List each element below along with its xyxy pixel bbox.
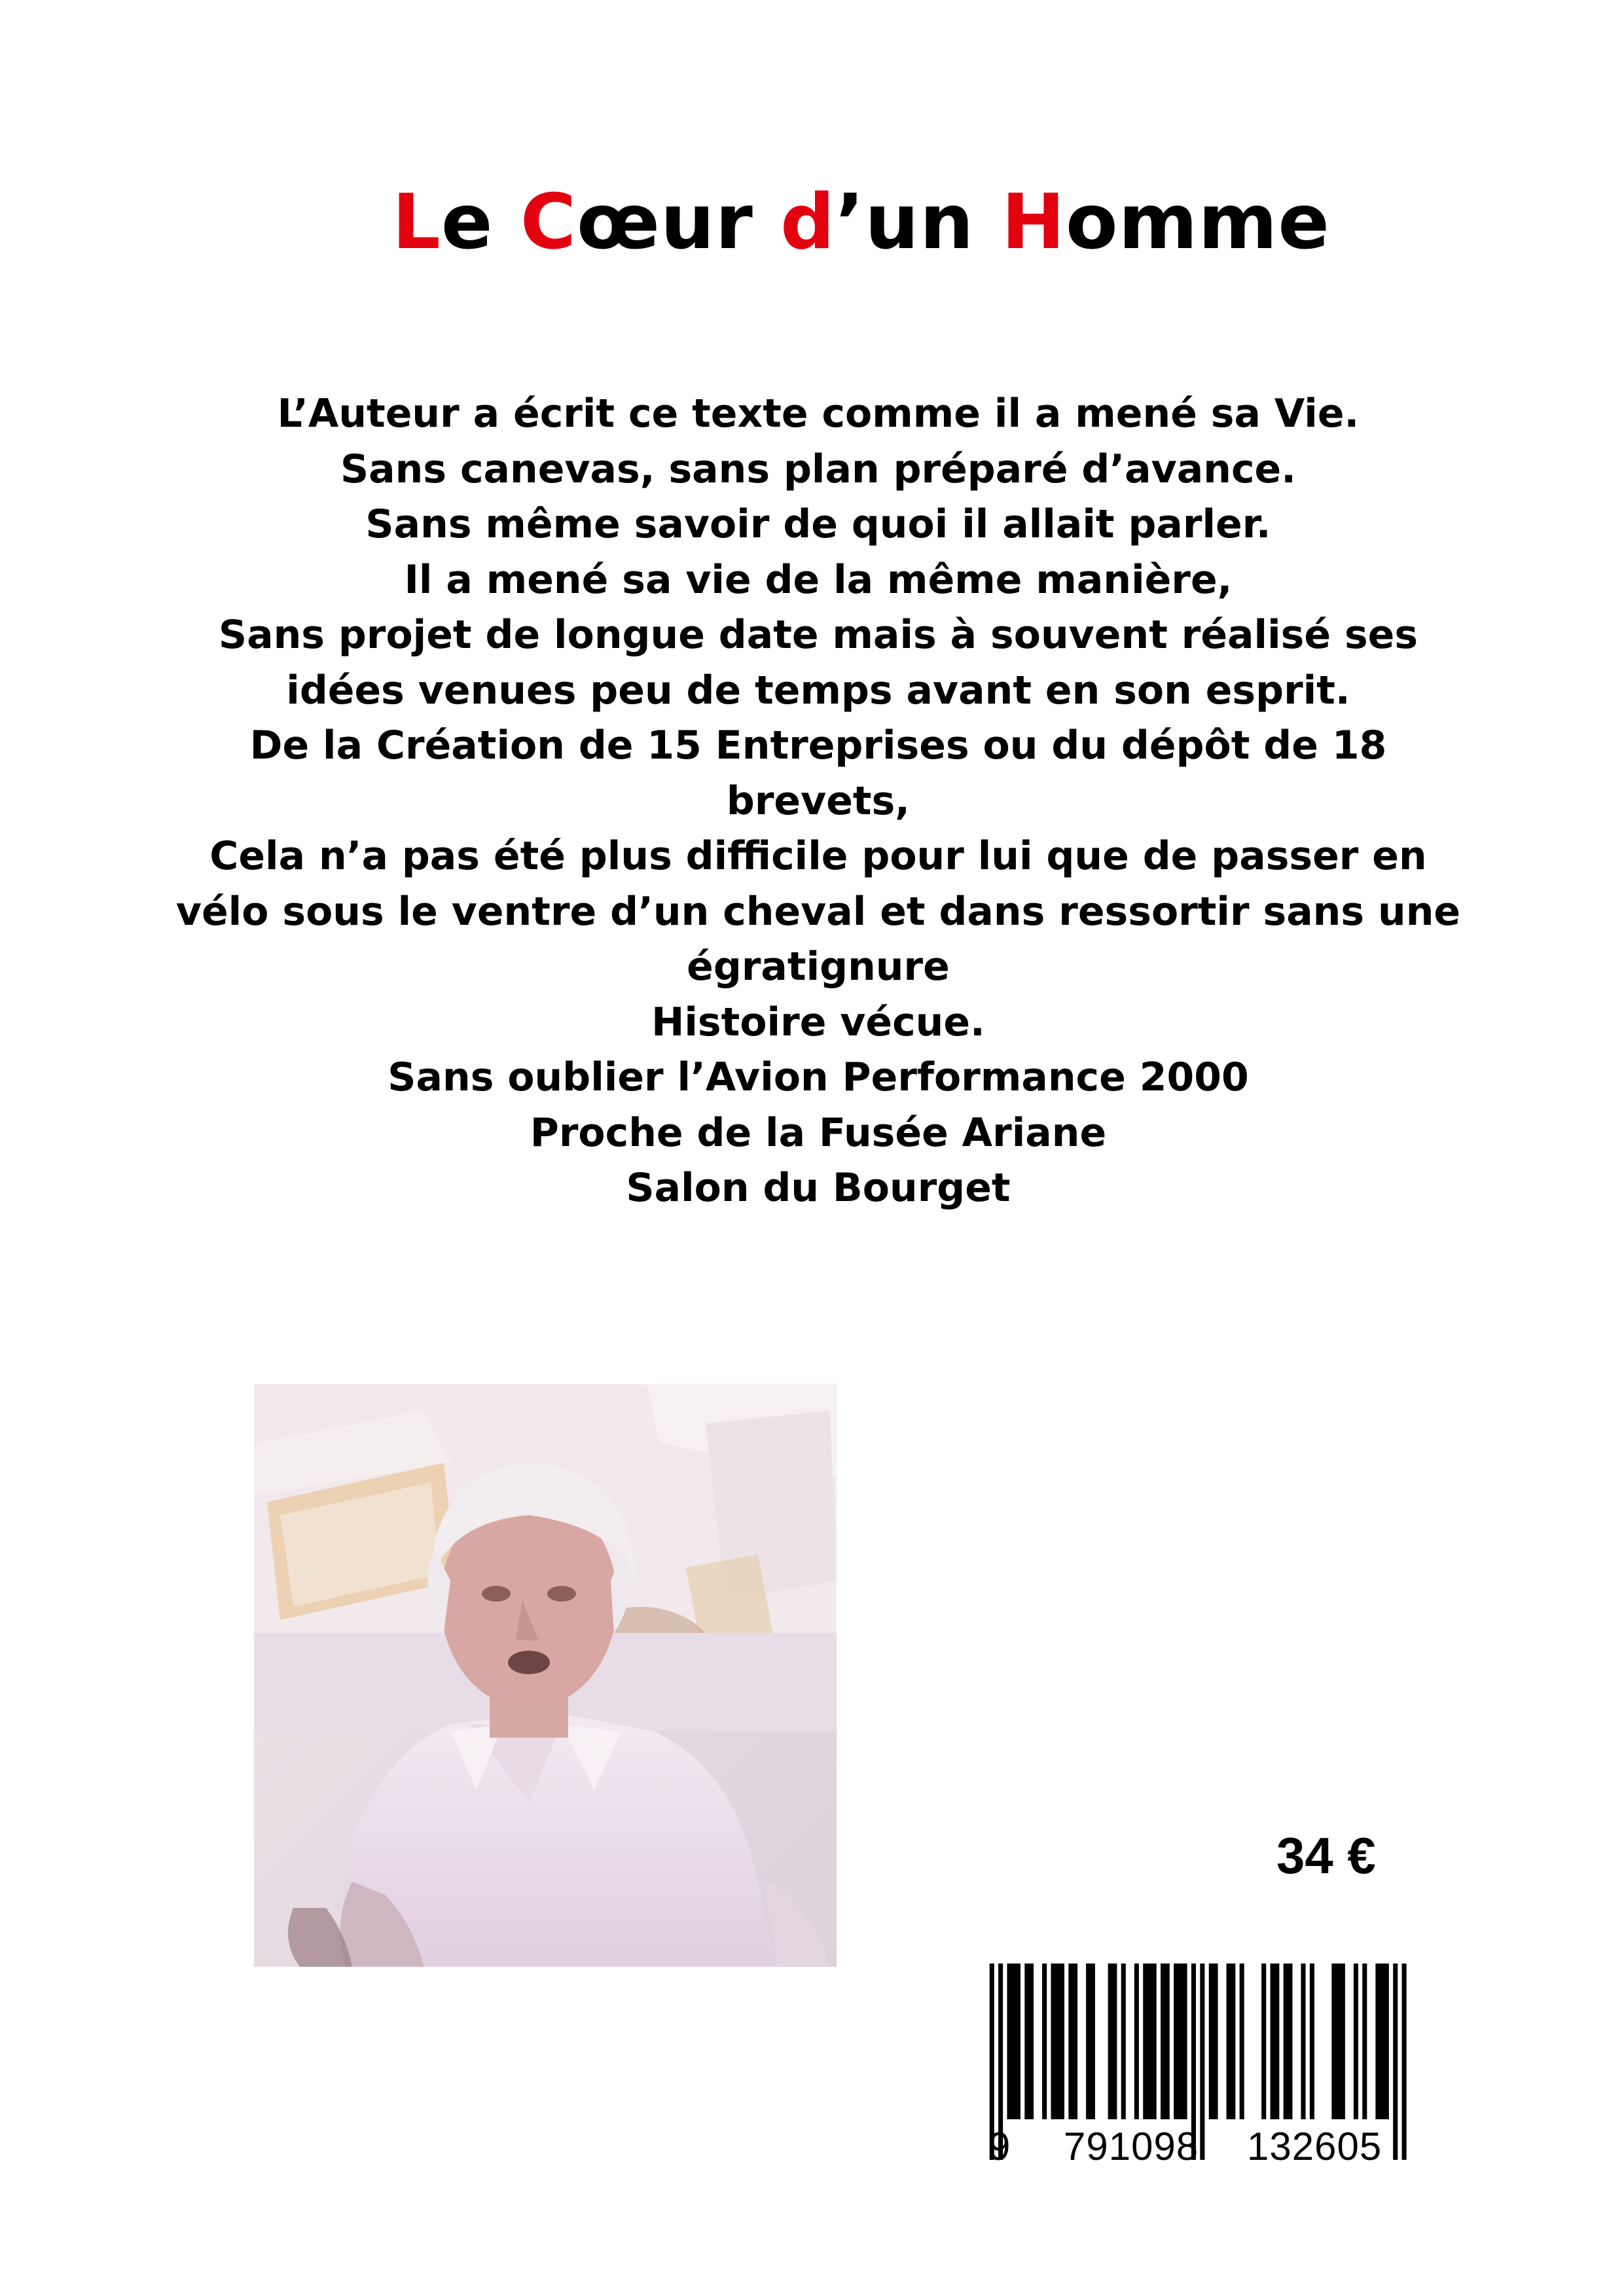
barcode-bar xyxy=(1384,1964,1389,2119)
barcode-bar xyxy=(1147,1964,1152,2119)
barcode-bar xyxy=(1029,1964,1034,2119)
isbn-right-digits: 132605 xyxy=(1247,2125,1382,2168)
blurb-line: Cela n’a pas été plus difficile pour lui que de passer en xyxy=(209,833,1427,879)
blurb-line: Histoire vécue. xyxy=(651,999,985,1045)
barcode-bar xyxy=(1380,1964,1384,2119)
blurb-line: De la Création de 15 Entreprises ou du dépôt de 18 xyxy=(249,723,1387,768)
title-letter-c: C xyxy=(520,178,577,266)
barcode-bar xyxy=(1336,1964,1341,2119)
barcode-bar xyxy=(1143,1964,1147,2119)
title-word-un: ’un xyxy=(835,178,1001,266)
barcode-bar xyxy=(1209,1964,1214,2119)
barcode-bar xyxy=(1016,1964,1020,2119)
barcode-bar xyxy=(1086,1964,1091,2119)
barcode-bar xyxy=(1362,1964,1367,2119)
isbn-prefix-digit: 9 xyxy=(988,2125,1011,2168)
barcode-bar xyxy=(1354,1964,1358,2119)
blurb-line: Sans même savoir de quoi il allait parler. xyxy=(365,501,1271,547)
barcode-bar xyxy=(1301,1964,1305,2119)
blurb-line: Proche de la Fusée Ariane xyxy=(530,1109,1107,1156)
barcode-bar xyxy=(1152,1964,1157,2119)
back-cover-blurb xyxy=(164,386,1473,1216)
barcode-bar xyxy=(1011,1964,1016,2119)
blurb-line: L’Auteur a écrit ce texte comme il a mené sa Vie. xyxy=(277,391,1360,437)
barcode-bar xyxy=(1165,1964,1170,2119)
barcode-bar xyxy=(1161,1964,1165,2119)
barcode-bar xyxy=(1231,1964,1235,2119)
barcode-bar xyxy=(1271,1964,1275,2119)
barcode-bar xyxy=(1068,1964,1073,2119)
price-label: 34 € xyxy=(1276,1827,1376,1884)
title-word-e: e xyxy=(441,178,520,266)
barcode-bar xyxy=(1213,1964,1218,2119)
blurb-line: Sans canevas, sans plan préparé d’avance. xyxy=(340,446,1297,492)
book-title xyxy=(0,177,1624,268)
barcode-bar xyxy=(1375,1964,1380,2119)
barcode-bar xyxy=(1240,1964,1244,2119)
title-word-coeur: œur xyxy=(577,178,781,266)
barcode-bar xyxy=(1393,1964,1398,2160)
author-photo xyxy=(254,1384,837,1967)
barcode-bar xyxy=(1261,1964,1266,2119)
barcode-bar xyxy=(1112,1964,1117,2119)
barcode-bar xyxy=(1183,1964,1187,2119)
barcode-bar xyxy=(1174,1964,1178,2119)
blurb-line: Salon du Bourget xyxy=(626,1165,1011,1211)
barcode-bar xyxy=(1402,1964,1407,2160)
title-letter-l: L xyxy=(391,178,441,266)
barcode-bar xyxy=(1288,1964,1292,2119)
blurb-line: Sans oublier l’Avion Performance 2000 xyxy=(388,1054,1249,1100)
barcode-bar xyxy=(1073,1964,1077,2119)
barcode-bar xyxy=(1134,1964,1139,2119)
barcode-bar xyxy=(1200,1964,1204,2160)
barcode-bar xyxy=(1310,1964,1314,2119)
barcode-bar xyxy=(1060,1964,1064,2119)
barcode-bar xyxy=(1341,1964,1345,2119)
barcode-bar xyxy=(1121,1964,1126,2119)
blurb-line: idées venues peu de temps avant en son esprit. xyxy=(286,667,1350,713)
blurb-line: vélo sous le ventre d’un cheval et dans ressortir sans une xyxy=(175,888,1461,935)
barcode-bar xyxy=(1274,1964,1279,2119)
barcode-bar xyxy=(1007,1964,1012,2119)
title-letter-d: d xyxy=(780,178,836,266)
title-letter-h: H xyxy=(1001,178,1066,266)
isbn-left-digits: 791098 xyxy=(1064,2125,1199,2168)
barcode-bar xyxy=(1108,1964,1113,2119)
barcode-bar xyxy=(1227,1964,1231,2119)
barcode-bar xyxy=(1284,1964,1288,2119)
barcode-bar xyxy=(1024,1964,1029,2119)
blurb-line: égratignure xyxy=(687,944,950,990)
barcode-bar xyxy=(1178,1964,1183,2119)
barcode-bar xyxy=(1055,1964,1060,2119)
barcode-bar xyxy=(1051,1964,1056,2119)
blurb-line: Il a mené sa vie de la même manière, xyxy=(404,556,1233,603)
barcode-bar xyxy=(1042,1964,1047,2119)
blurb-line: brevets, xyxy=(726,778,911,824)
barcode-bar xyxy=(1331,1964,1336,2119)
title-word-omme: omme xyxy=(1065,178,1331,266)
barcode-bar xyxy=(1091,1964,1095,2119)
blurb-line: Sans projet de longue date mais à souvent réalisé ses xyxy=(218,612,1418,658)
